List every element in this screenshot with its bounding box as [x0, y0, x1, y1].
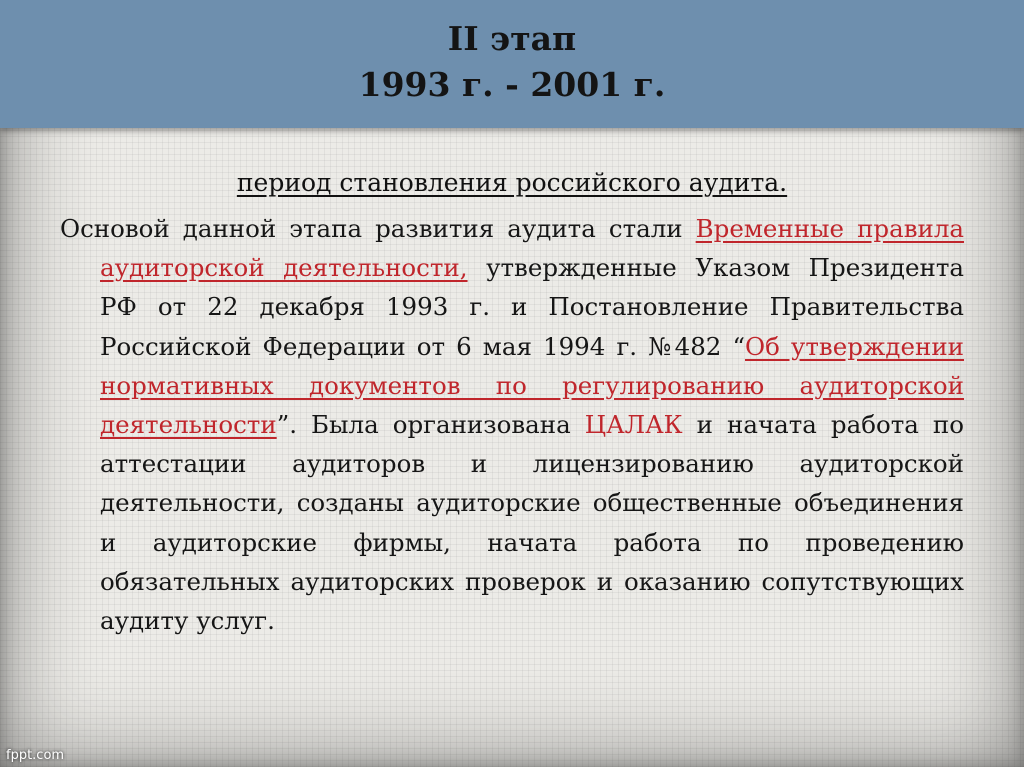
- body-text-part1: Основой данной этапа развития аудита стали: [60, 214, 696, 243]
- link-normative-documents[interactable]: Об утверждении нормативных документов по регулированию аудиторской деятельности: [100, 331, 964, 440]
- body-text-part2: утвержденные Указом Президента РФ от 22 декабря 1993 г. и Постановление Правительства Российской Федерации от 6 мая 1994 г. №482 “: [100, 253, 964, 361]
- link-temporary-rules[interactable]: Временные правила аудиторской деятельности,: [100, 214, 964, 283]
- highlight-calak: ЦАЛАК: [584, 410, 683, 440]
- subtitle: период становления российского аудита.: [236, 168, 788, 197]
- body-text-part3: ”. Была организована: [276, 410, 585, 440]
- footer-watermark: fppt.com: [6, 748, 65, 763]
- title-band: [0, 0, 1024, 128]
- body-wrap: [60, 209, 964, 640]
- body-text-part4: и начата работа по аттестации аудиторов и лицензированию аудиторской деятельности, созданы аудиторские общественные объединения и аудиторские фирмы, начата работа по проведению обязательных аудиторских проверок и оказанию сопутствующих аудиту услуг.: [100, 410, 964, 636]
- title-years: 1993 г. - 2001 г.: [358, 65, 666, 104]
- title-stage: II этап: [447, 19, 577, 58]
- body-paragraph: [60, 209, 964, 640]
